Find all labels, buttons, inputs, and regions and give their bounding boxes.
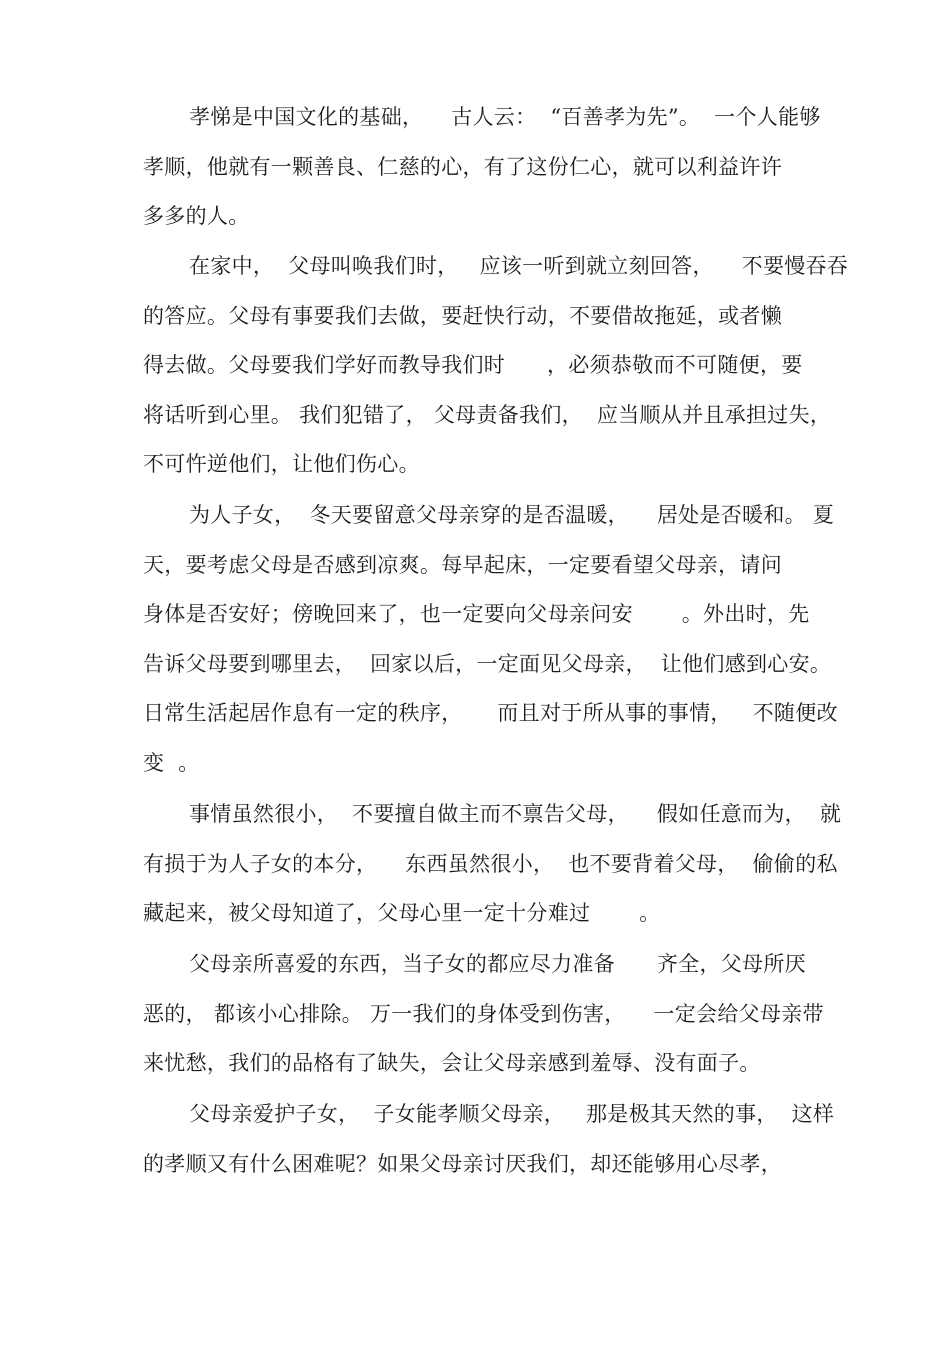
text-line: 恶的， 都该小心排除。 万一我们的身体受到伤害， 一定会给父母亲带 xyxy=(143,1002,824,1026)
text-line: 父母亲爱护子女， 子女能孝顺父母亲， 那是极其天然的事， 这样 xyxy=(189,1102,835,1126)
text-line: 得去做。父母要我们学好而教导我们时 ，必须恭敬而不可随便，要 xyxy=(143,353,803,377)
text-line: 为人子女， 冬天要留意父母亲穿的是否温暖， 居处是否暖和。 夏 xyxy=(189,503,835,527)
text-line: 事情虽然很小， 不要擅自做主而不禀告父母， 假如任意而为， 就 xyxy=(189,802,842,826)
text-line: 藏起来，被父母知道了，父母心里一定十分难过 。 xyxy=(143,901,661,925)
text-line: 有损于为人子女的本分， 东西虽然很小， 也不要背着父母， 偷偷的私 xyxy=(143,852,838,876)
text-line: 天，要考虑父母是否感到凉爽。每早起床，一定要看望父母亲，请问 xyxy=(143,553,782,577)
text-line: 的孝顺又有什么困难呢？如果父母亲讨厌我们，却还能够用心尽孝， xyxy=(143,1152,782,1176)
text-line: 的答应。父母有事要我们去做，要赶快行动，不要借故拖延，或者懒 xyxy=(143,304,782,328)
text-line: 身体是否安好；傍晚回来了，也一定要向父母亲问安 。外出时，先 xyxy=(143,602,810,626)
text-line: 孝顺，他就有一颗善良、仁慈的心，有了这份仁心，就可以利益许许 xyxy=(143,155,782,179)
text-line: 告诉父母要到哪里去， 回家以后，一定面见父母亲， 让他们感到心安。 xyxy=(143,652,832,676)
text-line: 日常生活起居作息有一定的秩序， 而且对于所从事的事情， 不随便改 xyxy=(143,701,838,725)
text-line: 将话听到心里。 我们犯错了， 父母责备我们， 应当顺从并且承担过失， xyxy=(143,403,832,427)
text-line: 不可忤逆他们，让他们伤心。 xyxy=(143,452,420,476)
text-line: 孝悌是中国文化的基础， 古人云： “百善孝为先”。 一个人能够 xyxy=(189,105,821,129)
text-line: 变 。 xyxy=(143,751,200,775)
text-line: 在家中， 父母叫唤我们时， 应该一听到就立刻回答， 不要慢吞吞 xyxy=(189,254,849,278)
text-line: 父母亲所喜爱的东西，当子女的都应尽力准备 齐全，父母所厌 xyxy=(189,952,806,976)
text-line: 来忧愁，我们的品格有了缺失，会让父母亲感到羞辱、没有面子。 xyxy=(143,1051,761,1075)
text-line: 多多的人。 xyxy=(143,204,250,228)
